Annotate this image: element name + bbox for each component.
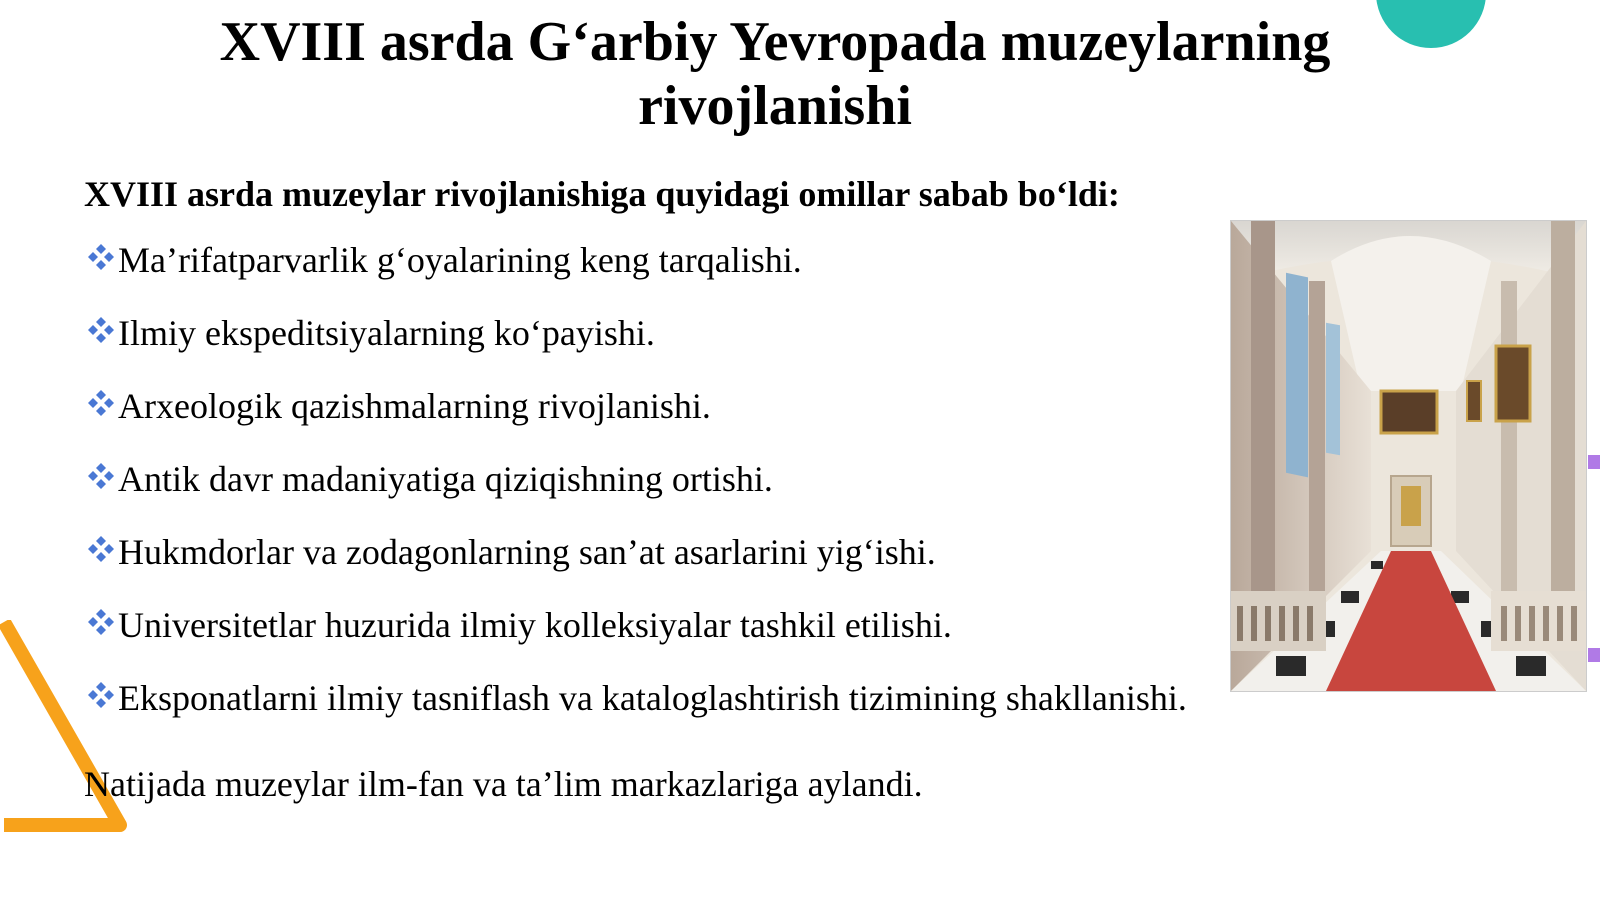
intro-text: XVIII asrda muzeylar rivojlanishiga quyidagi omillar sabab bo‘ldi: (84, 174, 1120, 214)
list-item (84, 530, 1187, 603)
diamond-cluster-icon (84, 680, 118, 714)
museum-hall-image (1230, 220, 1587, 692)
diamond-cluster-icon (84, 534, 118, 568)
page-title: XVIII asrda G‘arbiy Yevropada muzeylarning rivojlanishi (219, 11, 1331, 137)
diamond-cluster-icon (84, 242, 118, 276)
list-item (84, 384, 1187, 457)
list-item (84, 603, 1187, 676)
list-item (84, 311, 1187, 384)
bullet-list (84, 238, 1187, 749)
diamond-cluster-icon (84, 461, 118, 495)
list-item (84, 676, 1187, 749)
bullet-text: Ilmiy ekspeditsiyalarning ko‘payishi. (118, 313, 655, 353)
bullet-text: Universitetlar huzurida ilmiy kolleksiyalar tashkil etilishi. (118, 605, 952, 645)
bullet-text: Antik davr madaniyatiga qiziqishning ortishi. (118, 459, 773, 499)
purple-edge-decoration (1588, 455, 1600, 469)
list-item (84, 457, 1187, 530)
list-item (84, 238, 1187, 311)
diamond-cluster-icon (84, 607, 118, 641)
bullet-text: Arxeologik qazishmalarning rivojlanishi. (118, 386, 711, 426)
bullet-text: Ma’rifatparvarlik g‘oyalarining keng tarqalishi. (118, 240, 802, 280)
bullet-text: Hukmdorlar va zodagonlarning san’at asarlarini yig‘ishi. (118, 532, 936, 572)
bullet-text: Eksponatlarni ilmiy tasniflash va kataloglashtirish tizimining shakllanishi. (118, 678, 1187, 718)
purple-edge-decoration (1588, 648, 1600, 662)
diamond-cluster-icon (84, 388, 118, 422)
conclusion-text: Natijada muzeylar ilm-fan va ta’lim markazlariga aylandi. (84, 764, 923, 804)
diamond-cluster-icon (84, 315, 118, 349)
